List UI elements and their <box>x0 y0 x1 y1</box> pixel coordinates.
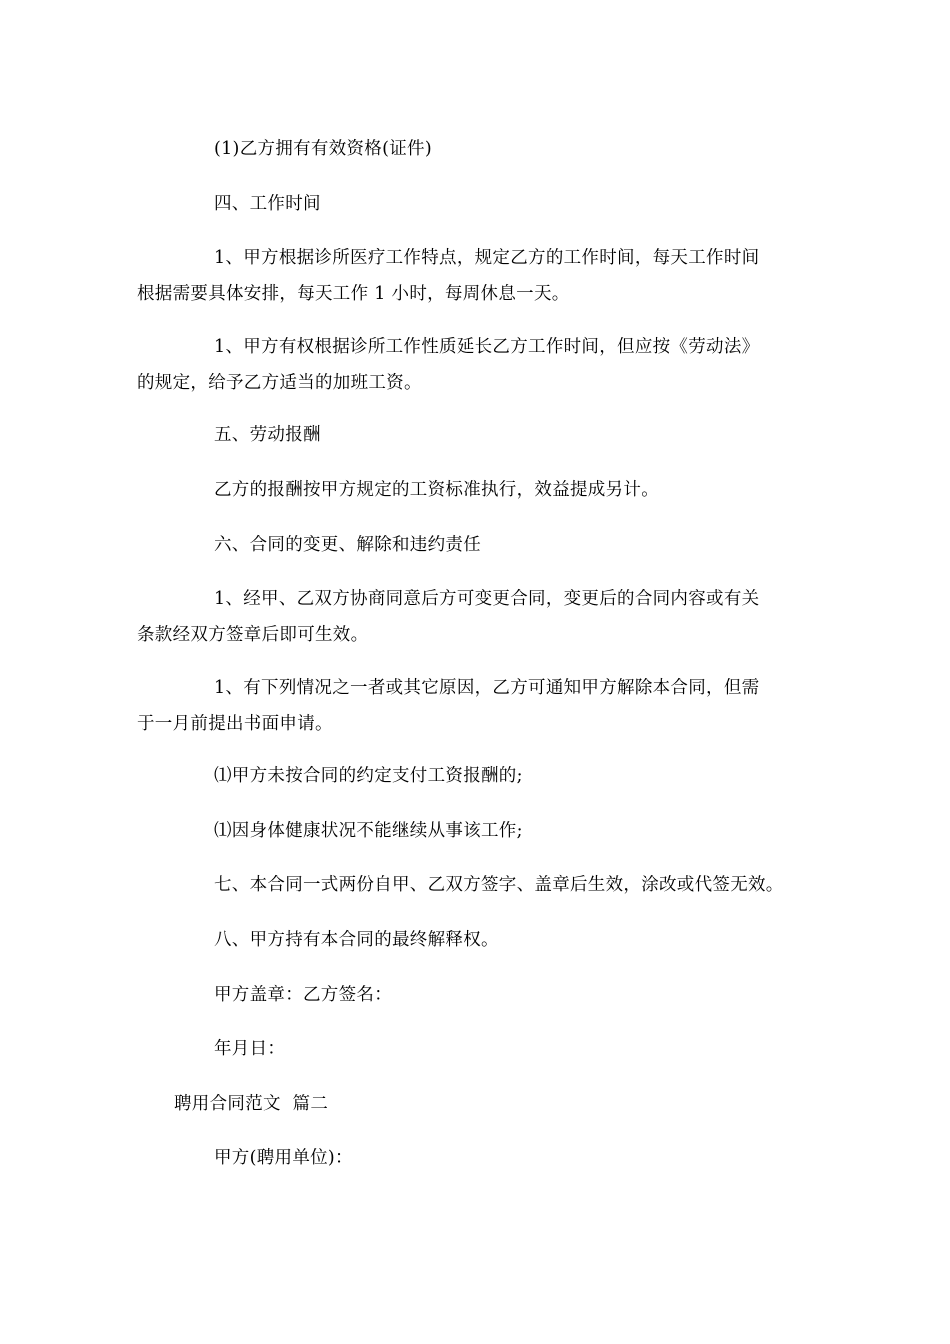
section-title-part-two <box>137 1086 817 1122</box>
text-line: ⑴甲方未按合同的约定支付工资报酬的; <box>214 766 523 786</box>
paragraph-work-hours <box>137 240 817 312</box>
paragraph-health-reason <box>137 813 817 849</box>
text-line: 七、本合同一式两份自甲、乙双方签字、盖章后生效，涂改或代签无效。 <box>214 875 784 895</box>
text-line: 年月日： <box>214 1039 286 1059</box>
paragraph-salary <box>137 472 817 508</box>
text-line: 于一月前提出书面申请。 <box>137 714 333 734</box>
paragraph-interpretation <box>137 922 817 958</box>
paragraph-termination <box>137 670 817 742</box>
heading-remuneration <box>137 417 817 453</box>
text-line: 八、甲方持有本合同的最终解释权。 <box>214 930 499 950</box>
paragraph-qualification <box>137 131 817 167</box>
date-line <box>137 1031 817 1067</box>
paragraph-overtime <box>137 329 817 401</box>
text-line: 1、甲方有权根据诊所工作性质延长乙方工作时间，但应按《劳动法》 <box>214 337 760 357</box>
text-line: 五、劳动报酬 <box>214 425 321 445</box>
text-line: 条款经双方签章后即可生效。 <box>137 625 369 645</box>
paragraph-contract-modify <box>137 581 817 653</box>
text-line: 六、合同的变更、解除和违约责任 <box>214 535 481 555</box>
text-line: ⑴因身体健康状况不能继续从事该工作; <box>214 821 523 841</box>
text-line: 甲方(聘用单位)： <box>214 1148 353 1168</box>
heading-work-time <box>137 186 817 222</box>
text-line: 四、工作时间 <box>214 194 321 214</box>
signature-line <box>137 977 817 1013</box>
paragraph-unpaid-wages <box>137 758 817 794</box>
text-line: 聘用合同范文 篇二 <box>174 1094 329 1114</box>
paragraph-copies <box>137 867 817 903</box>
text-line: 乙方的报酬按甲方规定的工资标准执行，效益提成另计。 <box>214 480 659 500</box>
text-line: 1、有下列情况之一者或其它原因，乙方可通知甲方解除本合同，但需 <box>214 678 760 698</box>
heading-contract-change <box>137 527 817 563</box>
text-line: (1)乙方拥有有效资格(证件) <box>214 139 432 159</box>
text-line: 的规定，给予乙方适当的加班工资。 <box>137 373 422 393</box>
party-a-line <box>137 1140 817 1176</box>
text-line: 根据需要具体安排，每天工作 1 小时，每周休息一天。 <box>137 284 570 304</box>
text-line: 1、甲方根据诊所医疗工作特点，规定乙方的工作时间，每天工作时间 <box>214 248 760 268</box>
text-line: 甲方盖章：乙方签名： <box>214 985 392 1005</box>
text-line: 1、经甲、乙双方协商同意后方可变更合同，变更后的合同内容或有关 <box>214 589 760 609</box>
